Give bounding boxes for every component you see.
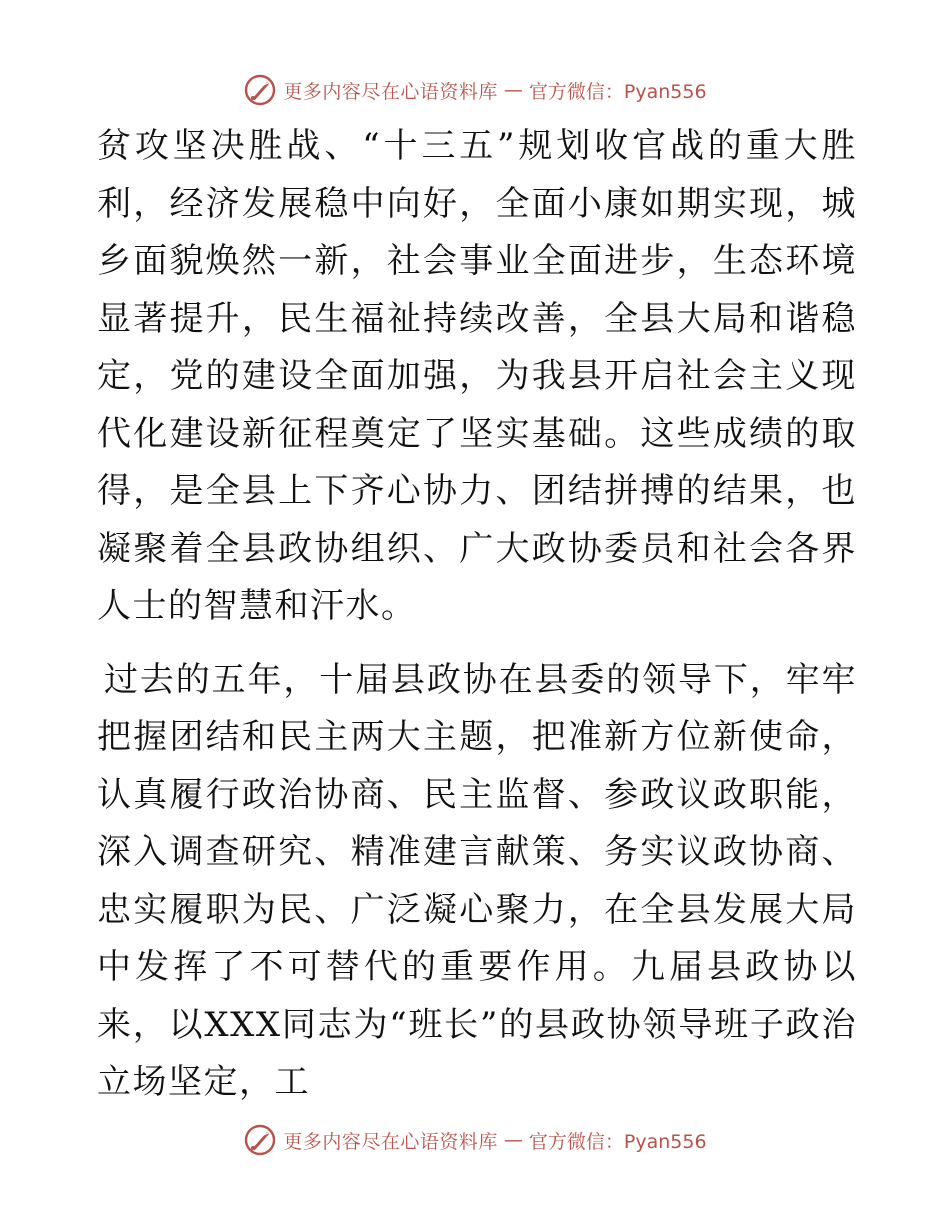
footer-site-text: 更多内容尽在心语资料库 <box>283 1130 498 1153</box>
header-separator: — <box>503 79 523 101</box>
paragraph-1: 贫攻坚决胜战、“十三五”规划收官战的重大胜利，经济发展稳中向好，全面小康如期实现，城乡面貌焕然一新，社会事业全面进步，生态环境显著提升，民生福祉持续改善，全县大局和谐稳定，党的建设全面加强，为我县开启社会主义现代化建设新征程奠定了坚实基础。这些成绩的取得，是全县上下齐心协力、团结拼搏的结果，也凝聚着全县政协组织、广大政协委员和社会各界人士的智慧和汗水。 <box>97 126 857 626</box>
paragraph-2: 过去的五年，十届县政协在县委的领导下，牢牢把握团结和民主两大主题，把准新方位新使命，认真履行政治协商、民主监督、参政议政职能，深入调查研究、精准建言献策、务实议政协商、忠实履职为民、广泛凝心聚力，在全县发展大局中发挥了不可替代的重要作用。九届县政协以来，以XXX同志为“班长”的县政协领导班子政治立场坚定，工 <box>97 659 857 1102</box>
header-banner <box>0 70 950 110</box>
feather-pen-logo-icon <box>243 1123 277 1157</box>
header-site-text: 更多内容尽在心语资料库 <box>283 80 498 103</box>
header-wechat-text: 官方微信：Pyan556 <box>528 80 707 103</box>
document-body <box>97 118 857 1112</box>
footer-banner <box>0 1120 950 1160</box>
footer-wechat-text: 官方微信：Pyan556 <box>528 1130 707 1153</box>
feather-pen-logo-icon <box>243 73 277 107</box>
footer-separator: — <box>503 1129 523 1151</box>
